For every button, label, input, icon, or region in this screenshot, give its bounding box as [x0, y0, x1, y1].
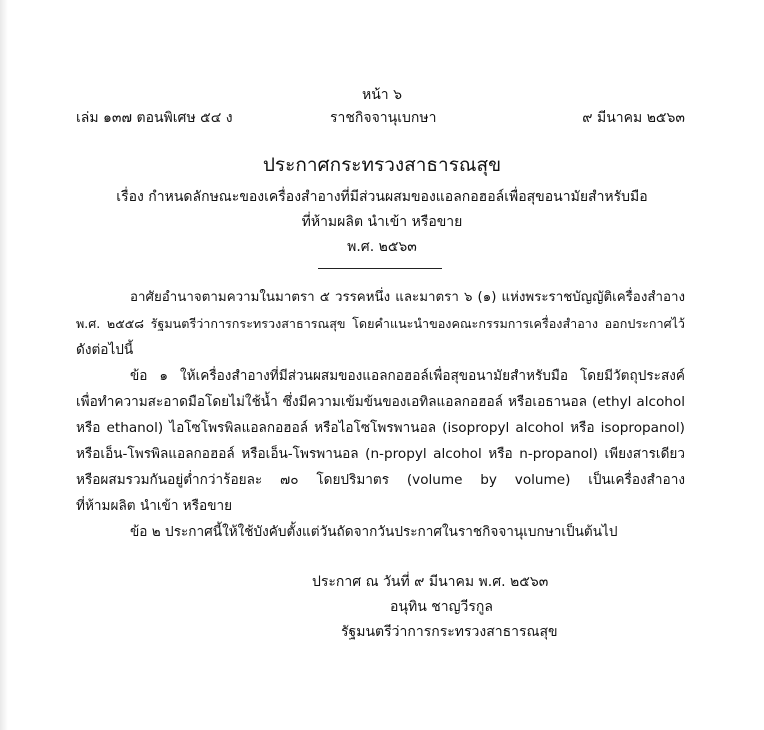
signatory-name: อนุทิน ชาญวีรกูล: [390, 599, 493, 615]
subject-line-2: ที่ห้ามผลิต นำเข้า หรือขาย: [301, 214, 463, 230]
document-year: พ.ศ. ๒๕๖๓: [347, 239, 417, 255]
clause-1-line: ข้อ ๑ ให้เครื่องสำอางที่มีส่วนผสมของแอลกอฮอล์เพื่อสุขอนามัยสำหรับมือ โดยมีวัตถุประสงค์: [130, 368, 685, 384]
subject-line-1: เรื่อง กำหนดลักษณะของเครื่องสำอางที่มีส่วนผสมของแอลกอฮอล์เพื่อสุขอนามัยสำหรับมือ: [116, 189, 648, 205]
clause-1-line: หรือ ethanol) ไอโซโพรพิลแอลกอฮอล์ หรือไอโซโพรพานอล (isopropyl alcohol หรือ isopropanol): [76, 420, 685, 436]
gazette-name: ราชกิจจานุเบกษา: [330, 110, 437, 126]
clause-1-line: หรือเอ็น-โพรพิลแอลกอฮอล์ หรือเอ็น-โพรพานอล (n-propyl alcohol หรือ n-propanol) เพียงสารเดียว: [76, 446, 685, 462]
clause-1-line: เพื่อทำความสะอาดมือโดยไม่ใช้น้ำ ซึ่งมีความเข้มข้นของเอทิลแอลกอฮอล์ หรือเอธานอล (ethyl alcohol: [76, 394, 685, 410]
signatory-position: รัฐมนตรีว่าการกระทรวงสาธารณสุข: [341, 624, 558, 640]
title-divider: [318, 268, 442, 269]
paragraph-line: อาศัยอำนาจตามความในมาตรา ๕ วรรคหนึ่ง และมาตรา ๖ (๑) แห่งพระราชบัญญัติเครื่องสำอาง: [130, 290, 685, 305]
volume-issue: เล่ม ๑๓๗ ตอนพิเศษ ๕๔ ง: [76, 110, 233, 126]
page-number: หน้า ๖: [362, 87, 402, 103]
paragraph-line: ดังต่อไปนี้: [76, 342, 134, 358]
clause-1-line: ที่ห้ามผลิต นำเข้า หรือขาย: [76, 498, 233, 514]
announcement-date: ประกาศ ณ วันที่ ๙ มีนาคม พ.ศ. ๒๕๖๓: [312, 574, 549, 590]
paragraph-line: พ.ศ. ๒๕๕๘ รัฐมนตรีว่าการกระทรวงสาธารณสุข โดยคำแนะนำของคณะกรรมการเครื่องสำอาง ออกประกาศไว้: [76, 316, 685, 331]
issue-date: ๙ มีนาคม ๒๕๖๓: [582, 110, 685, 126]
clause-2-line: ข้อ ๒ ประกาศนี้ให้ใช้บังคับตั้งแต่วันถัดจากวันประกาศในราชกิจจานุเบกษาเป็นต้นไป: [130, 524, 618, 540]
clause-1-line: หรือผสมรวมกันอยู่ต่ำกว่าร้อยละ ๗๐ โดยปริมาตร (volume by volume) เป็นเครื่องสำอาง: [76, 472, 685, 488]
gazette-header: [76, 107, 685, 129]
document-title: ประกาศกระทรวงสาธารณสุข: [262, 154, 502, 176]
